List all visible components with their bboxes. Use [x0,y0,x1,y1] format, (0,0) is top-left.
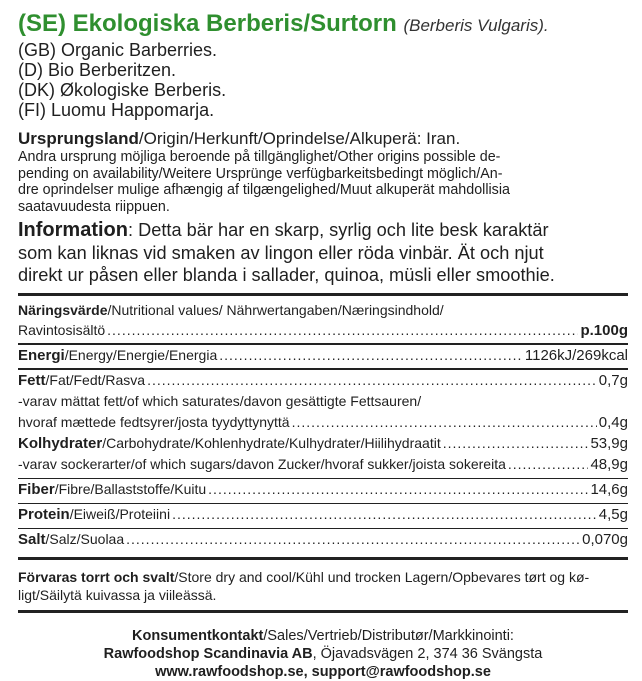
origin [18,129,628,149]
nutrition-row-salt [18,529,628,550]
divider [18,610,628,613]
row-label: /Eiweiß/Proteiini [69,506,171,523]
saturates-line1: -varav mättat fett/of which saturates/davon gesättigte Fettsauren/ [18,393,422,410]
storage-text: /Store dry and cool/Kühl und trocken Lagern/Opbevares tørt og kø- [174,568,590,585]
information-label: Information [18,219,128,242]
row-value: 1126kJ/269kcal [524,346,628,364]
row-label: /Fat/Fedt/Rasva [45,371,146,388]
product-label [18,10,628,681]
row-label-bold: Energi [18,346,65,364]
nutrition-header-rest: /Nutritional values/ Nährwertangaben/Næringsindhold/ [107,301,444,318]
contact-label: Konsumentkontakt [132,627,264,644]
divider [18,557,628,560]
row-value: 0,7g [598,371,628,389]
leader-dots [126,529,580,549]
row-value: 14,6g [590,481,628,499]
row-label: -varav sockerarter/of which sugars/davon Zucker/hvoraf sukker/joista sokereita [18,456,506,473]
per-100g: p.100g [580,322,628,339]
lang-de: (D) Bio Berberitzen. [18,60,177,80]
origin-text: /Origin/Herkunft/Oprindelse/Alkuperä: Iran. [138,129,461,148]
lang-gb: (GB) Organic Barberries. [18,40,218,60]
leader-dots [292,412,597,432]
company-address: , Öjavadsvägen 2, 374 36 Svängsta [312,645,543,662]
row-label: /Salz/Suolaa [45,531,125,548]
leader-dots [219,345,523,365]
nutrition-row-saturates [18,412,628,433]
leader-dots [172,504,597,524]
row-value: 4,5g [598,506,628,524]
row-value: 0,4g [598,413,628,431]
title-main: (SE) Ekologiska Berberis/Surtorn [18,10,397,37]
nutrition-row-fiber [18,479,628,500]
row-value: 0,070g [582,531,628,549]
information-line: : Detta bär har en skarp, syrlig och lite besk karaktär [128,220,549,241]
storage-text-line2: ligt/Säilytä kuivassa ja viileässä. [18,586,217,603]
leader-dots [443,433,589,453]
leader-dots [208,479,588,499]
row-label-bold: Fett [18,371,46,389]
nutrition-row-protein [18,504,628,525]
nutrition-header-row [18,320,628,341]
leader-dots [147,370,597,390]
row-label-bold: Kolhydrater [18,435,103,453]
web-and-email: www.rawfoodshop.se, support@rawfoodshop.se [155,663,491,680]
nutrition-table [18,300,628,551]
information [18,219,628,286]
origin-note-line: pending on availability/Weitere Ursprünge verfügbarkeitsbedingt möglich/An- [18,165,503,182]
row-label-bold: Salt [18,531,46,549]
lang-fi: (FI) Luomu Happomarja. [18,100,215,120]
row-label: /Carbohydrate/Kohlenhydrate/Kulhydrater/Hiilihydraatit [102,435,441,452]
origin-note [18,149,628,215]
row-label-bold: Protein [18,506,70,524]
nutrition-row-fat [18,370,628,391]
row-label: /Energy/Energie/Energia [64,346,218,363]
storage-instructions [18,568,628,604]
title-latin: (Berberis Vulgaris). [403,16,549,35]
row-value: 53,9g [590,435,628,453]
lang-dk: (DK) Økologiske Berberis. [18,80,227,100]
leader-dots [107,320,578,340]
nutrition-header-bold: Näringsvärde [18,301,108,318]
information-line: som kan liknas vid smaken av lingon eller röda vinbär. Ät och njut [18,242,544,263]
nutrition-row-sugars [18,454,628,475]
origin-note-line: saatavuudesta riippuen. [18,198,170,215]
nutrition-row-carbohydrate [18,433,628,454]
nutrition-header [18,300,628,320]
storage-label: Förvaras torrt och svalt [18,568,175,585]
divider [18,293,628,296]
leader-dots [508,454,589,474]
contact-label-rest: /Sales/Vertrieb/Distributør/Markkinointi: [263,627,514,644]
information-line: direkt ur påsen eller blanda i sallader, quinoa, müsli eller smoothie. [18,265,555,286]
row-label: hvoraf mættede fedtsyrer/josta tyydyttynyttä [18,413,290,430]
row-label: /Fibre/Ballaststoffe/Kuitu [54,481,207,498]
product-title [18,10,628,40]
row-label-bold: Fiber [18,481,55,499]
origin-note-line: Andra ursprung möjliga beroende på tillgänglighet/Other origins possible de- [18,149,501,165]
nutrition-header-line2: Ravintosisältö [18,322,106,338]
row-value: 48,9g [590,456,628,474]
origin-note-line: dre oprindelser mulige afhængig af tilgængelighed/Muut alkuperät mahdollisia [18,182,510,199]
nutrition-row-energy [18,345,628,366]
origin-label: Ursprungsland [18,129,139,148]
company-name: Rawfoodshop Scandinavia AB [103,645,313,662]
consumer-contact [18,627,628,681]
language-names [18,40,628,120]
